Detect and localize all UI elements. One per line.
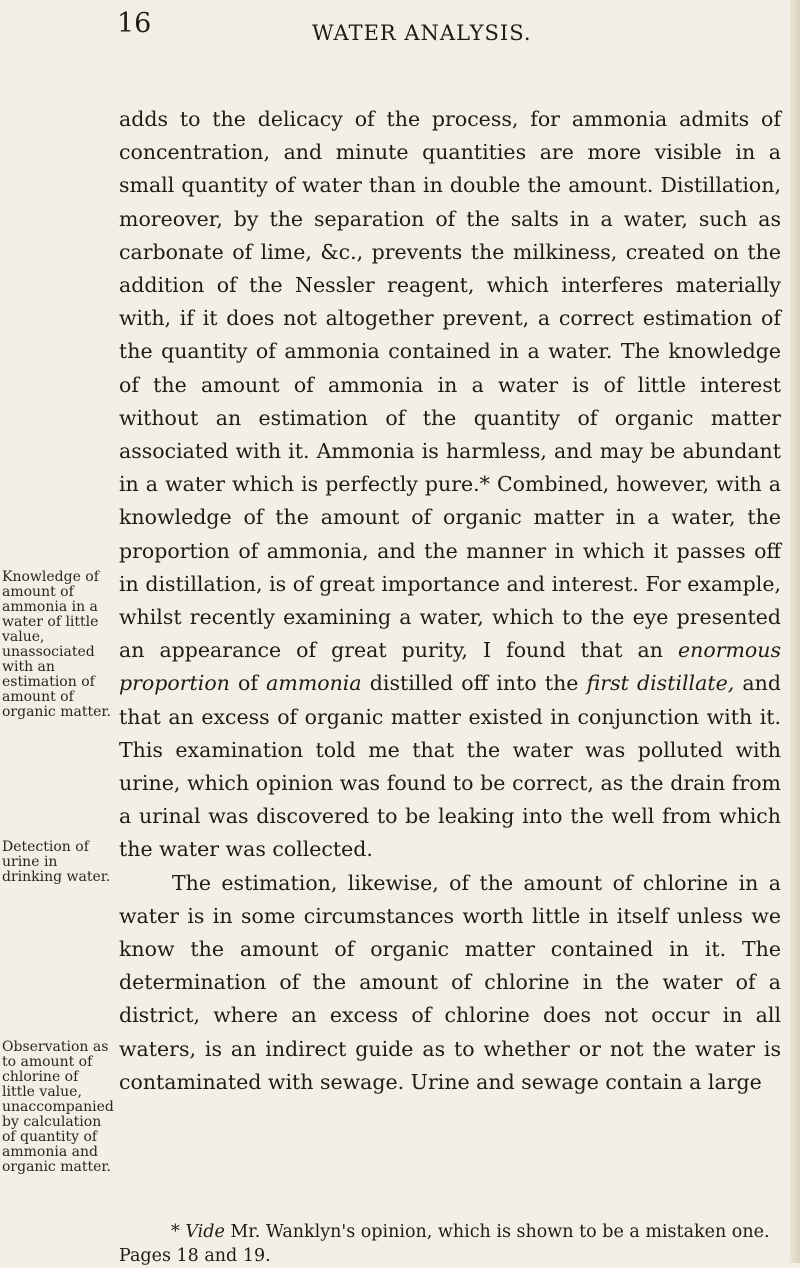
running-head [0,8,800,78]
body-text [119,103,781,1099]
paragraph-1-text: adds to the delicacy of the process, for ammonia admits of concentration, and minute quantities are more visible in a small quantity of water than in double the amount. Distillation, moreover, by the separation of the salts in a water, such as carbonate of lime, &c., prevents the milkiness, created on the addition of the Nessler reagent, which interferes materially with, if it does not altogether prevent, a correct estimation of the quantity of ammonia contained in a water. The knowledge of the amount of ammonia in a water is of little interest without an estimation of the quantity of organic matter associated with it. Ammonia is harmless, and may be abundant in a water which is perfectly pure.* Combined, however, with a knowledge of the amount of organic matter in a water, the proportion of ammonia, and the manner in which it passes off in distillation, is of great importance and interest. For example, whilst recently examining a water, which to the eye presented an appearance of great purity, I found that an [119,107,781,663]
paragraph-1-mid-2: distilled off into the [369,671,579,696]
margin-note-urine: Detection of urine in drinking water. [2,839,111,885]
paragraph-2: The estimation, likewise, of the amount of chlorine in a water is in some circumstances worth little in itself unless we know the amount of organic matter contained in it. The determination of the amount of chlorine in the water of a district, where an excess of chlorine does not occur in all waters, is an indirect guide as to whether or not the water is contaminated with sewage. Urine and sewage contain a large [119,870,781,1094]
footnote-text: Mr. Wanklyn's opinion, which is shown to be a mistaken one. Pages 18 and 19. [119,1222,770,1266]
page-number: 16 [117,8,152,39]
paragraph-1-mid-1: of [238,671,258,696]
footnote [119,1220,781,1268]
paragraph-1 [119,103,781,867]
margin-note-ammonia: Knowledge of amount of ammonia in a water of little value, unassociated with an estimation of amount of organic matter. [2,569,111,720]
paragraph-1-tail: and that an excess of organic matter existed in conjunction with it. This examination told me that the water was polluted with urine, which opinion was found to be correct, as the drain from a urinal was discovered to be leaking into the well from which the water was collected. [119,671,781,862]
margin-note-chlorine: Observation as to amount of chlorine of little value, unaccompanied by calculation of quantity of ammonia and organic matter. [2,1039,114,1175]
footnote-vide: * Vide [171,1222,225,1242]
italic-enormous-proportion: enormous proportion [119,638,781,696]
page-edge [790,0,800,1263]
running-title: WATER ANALYSIS. [312,21,532,45]
italic-ammonia: ammonia [266,671,362,696]
italic-first-distillate: first distillate, [586,671,735,696]
